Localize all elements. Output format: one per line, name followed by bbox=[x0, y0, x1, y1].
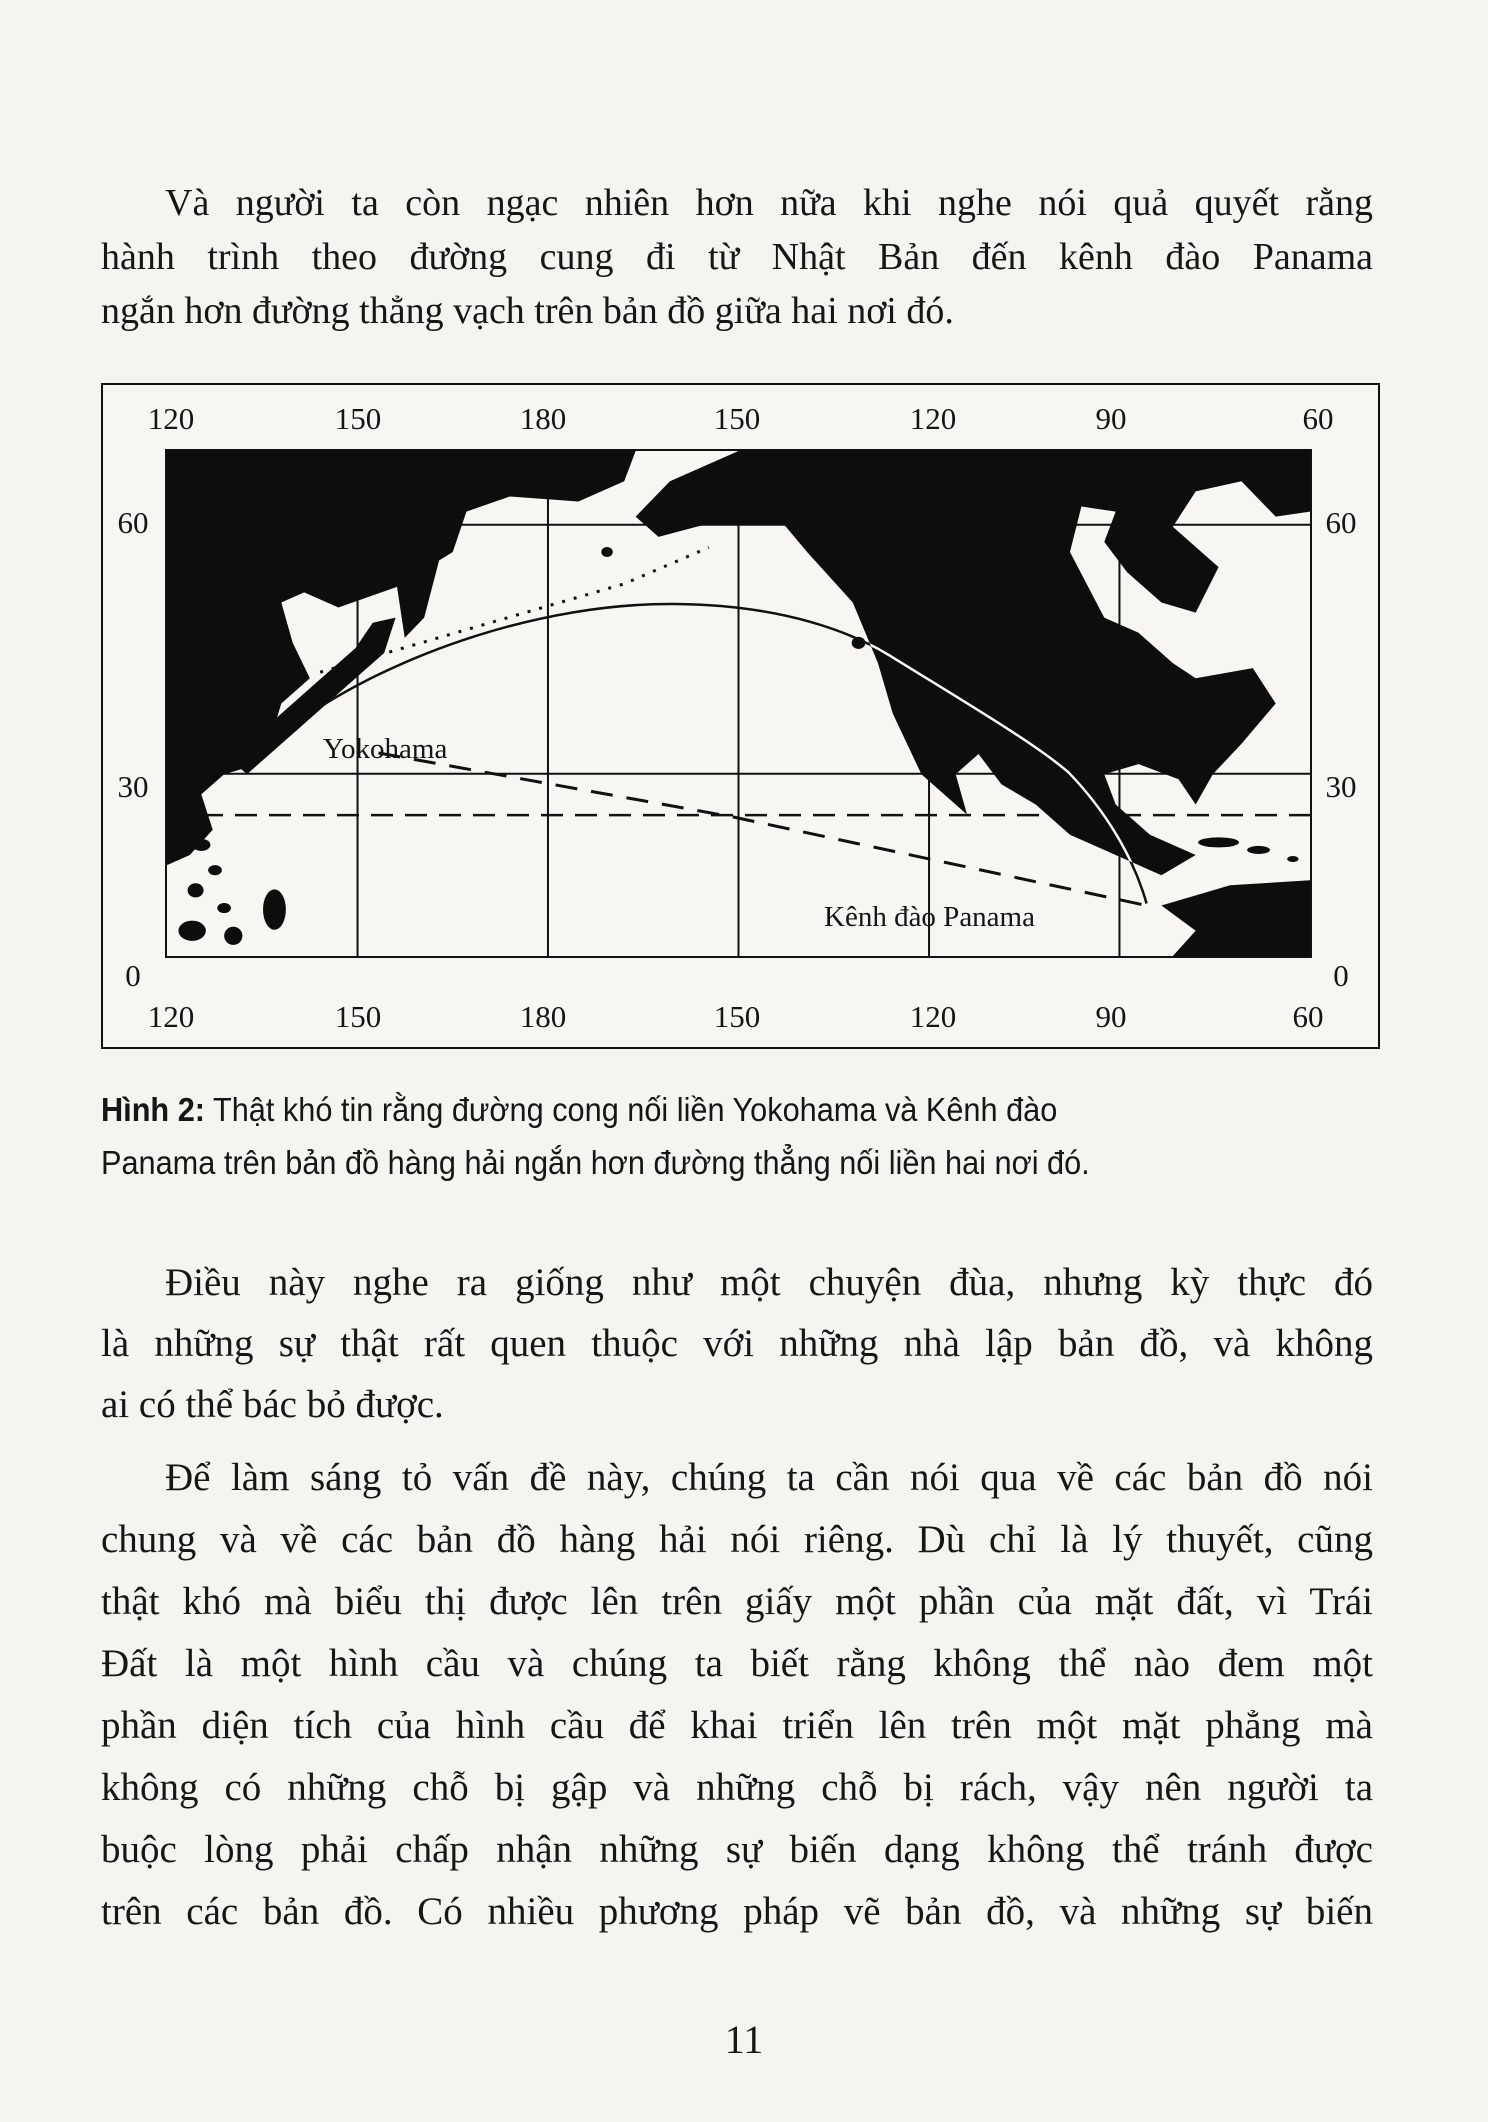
bottom-tick: 60 bbox=[1292, 999, 1324, 1034]
north-america-land bbox=[636, 451, 1310, 875]
text-line: Để làm sáng tỏ vấn đề này, chúng ta cần nói qua về các bản đồ nói bbox=[165, 1456, 1373, 1499]
bottom-tick: 120 bbox=[147, 999, 195, 1034]
right-tick: 60 bbox=[1325, 505, 1357, 540]
map-drawing bbox=[167, 451, 1310, 956]
pacific-map bbox=[165, 449, 1312, 958]
paragraph-3 bbox=[101, 1447, 1373, 1943]
top-tick: 60 bbox=[1302, 401, 1334, 436]
top-tick: 120 bbox=[909, 401, 957, 436]
bottom-tick: 90 bbox=[1095, 999, 1127, 1034]
text-line: buộc lòng phải chấp nhận những sự biến dạng không thể tránh được bbox=[101, 1828, 1373, 1871]
top-tick: 150 bbox=[334, 401, 382, 436]
paragraph-1 bbox=[101, 176, 1373, 338]
top-tick: 150 bbox=[713, 401, 761, 436]
left-tick: 0 bbox=[125, 958, 141, 993]
caption-line bbox=[101, 1083, 1373, 1136]
bottom-tick: 150 bbox=[334, 999, 382, 1034]
text-line: Và người ta còn ngạc nhiên hơn nữa khi nghe nói quả quyết rằng bbox=[165, 182, 1373, 224]
sakhalin-land bbox=[396, 512, 442, 638]
bottom-tick: 180 bbox=[519, 999, 567, 1034]
caption-label: Hình 2: bbox=[101, 1091, 206, 1128]
text-line: hành trình theo đường cung đi từ Nhật Bản đến kênh đào Panama bbox=[101, 236, 1373, 278]
left-tick: 60 bbox=[117, 505, 149, 540]
text-line: Đất là một hình cầu và chúng ta biết rằng không thể nào đem một bbox=[101, 1642, 1373, 1685]
top-tick: 120 bbox=[147, 401, 195, 436]
yokohama-label: Yokohama bbox=[323, 733, 448, 765]
bottom-tick: 150 bbox=[713, 999, 761, 1034]
text-line: là những sự thật rất quen thuộc với những nhà lập bản đồ, và không bbox=[101, 1322, 1373, 1365]
text-line: phần diện tích của hình cầu để khai triển lên trên một mặt phẳng mà bbox=[101, 1704, 1373, 1747]
text-line: ngắn hơn đường thẳng vạch trên bản đồ giữa hai nơi đó. bbox=[101, 290, 954, 332]
text-line: thật khó mà biểu thị được lên trên giấy một phần của mặt đất, vì Trái bbox=[101, 1580, 1373, 1623]
text-line: ai có thể bác bỏ được. bbox=[101, 1383, 444, 1426]
text-line: chung và về các bản đồ hàng hải nói riêng. Dù chỉ là lý thuyết, cũng bbox=[101, 1518, 1373, 1561]
paragraph-2 bbox=[101, 1252, 1373, 1435]
south-america-land bbox=[1161, 880, 1310, 956]
text-line: không có những chỗ bị gập và những chỗ bị rách, vậy nên người ta bbox=[101, 1766, 1373, 1809]
panama-label: Kênh đào Panama bbox=[824, 901, 1035, 933]
right-tick: 30 bbox=[1325, 769, 1357, 804]
top-tick: 90 bbox=[1095, 401, 1127, 436]
caption-text: Thật khó tin rằng đường cong nối liền Yokohama và Kênh đào bbox=[212, 1091, 1058, 1128]
page-number: 11 bbox=[724, 2017, 764, 2062]
text-line: trên các bản đồ. Có nhiều phương pháp vẽ bản đồ, và những sự biến bbox=[101, 1890, 1373, 1933]
right-tick: 0 bbox=[1333, 958, 1349, 993]
figure-map-frame bbox=[101, 383, 1380, 1049]
asia-land bbox=[167, 451, 636, 865]
figure-caption bbox=[101, 1083, 1373, 1189]
left-tick: 30 bbox=[117, 769, 149, 804]
text-line: Điều này nghe ra giống như một chuyện đùa, nhưng kỳ thực đó bbox=[165, 1261, 1373, 1304]
caption-line: Panama trên bản đồ hàng hải ngắn hơn đường thẳng nối liền hai nơi đó. bbox=[101, 1144, 1090, 1181]
bottom-tick: 120 bbox=[909, 999, 957, 1034]
top-tick: 180 bbox=[519, 401, 567, 436]
